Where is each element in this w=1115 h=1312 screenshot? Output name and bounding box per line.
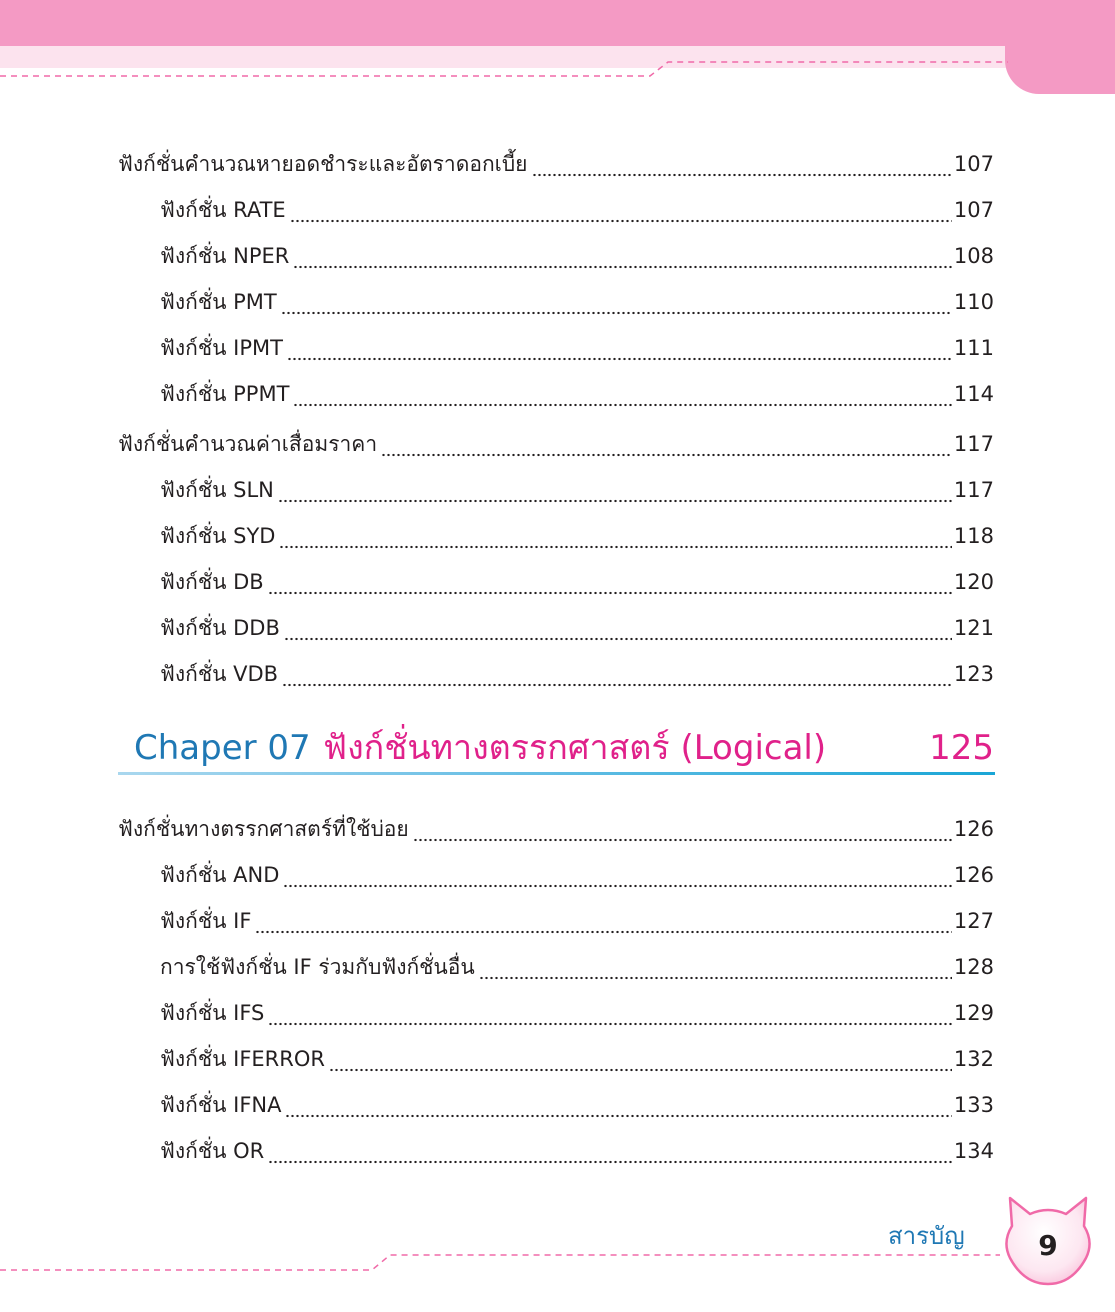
- toc-entry-page: 107: [953, 198, 994, 222]
- toc-dot-leader: [329, 1052, 952, 1072]
- toc-entry[interactable]: [118, 141, 994, 187]
- toc-entry[interactable]: [118, 806, 994, 852]
- toc-entry-page: 128: [953, 955, 994, 979]
- footer-dashed-line: [0, 1255, 1000, 1270]
- toc-entry-page: 134: [953, 1139, 994, 1163]
- toc-dot-leader: [282, 667, 952, 687]
- toc-entry-title: ฟังก์ชั่น NPER: [160, 244, 290, 268]
- toc-entry-page: 117: [953, 432, 994, 456]
- toc-entry-page: 129: [953, 1001, 994, 1025]
- toc-dot-leader: [255, 914, 952, 934]
- toc-entry-title: การใช้ฟังก์ชั่น IF ร่วมกับฟังก์ชั่นอื่น: [160, 955, 475, 979]
- toc-entry-page: 107: [953, 152, 994, 176]
- toc-dot-leader: [293, 249, 952, 269]
- toc-entry-page: 120: [953, 570, 994, 594]
- toc-entry-title: ฟังก์ชั่น DB: [160, 570, 264, 594]
- toc-dot-leader: [268, 1144, 952, 1164]
- toc-dot-leader: [479, 960, 952, 980]
- toc-entry-title: ฟังก์ชั่น SYD: [160, 524, 276, 548]
- chapter-title: ฟังก์ชั่นทางตรรกศาสตร์ (Logical): [323, 728, 827, 768]
- toc-entry[interactable]: [118, 944, 994, 990]
- toc-dot-leader: [268, 575, 952, 595]
- toc-list-lower: [118, 806, 994, 1174]
- chapter-underline: [118, 772, 995, 775]
- toc-entry[interactable]: [118, 279, 994, 325]
- toc-entry[interactable]: [118, 513, 994, 559]
- toc-entry-page: 110: [953, 290, 994, 314]
- chapter-heading: [118, 722, 994, 774]
- page-number: 9: [1038, 1229, 1058, 1262]
- toc-dot-leader: [293, 387, 952, 407]
- toc-entry[interactable]: [118, 990, 994, 1036]
- toc-entry[interactable]: [118, 325, 994, 371]
- toc-entry[interactable]: [118, 605, 994, 651]
- toc-entry-title: ฟังก์ชั่น IFS: [160, 1001, 265, 1025]
- toc-entry[interactable]: [118, 852, 994, 898]
- toc-dot-leader: [279, 529, 951, 549]
- toc-entry[interactable]: [118, 187, 994, 233]
- toc-list-upper: [118, 141, 994, 697]
- toc-entry-title: ฟังก์ชั่น IPMT: [160, 336, 283, 360]
- toc-entry-title: ฟังก์ชั่น DDB: [160, 616, 280, 640]
- toc-entry-page: 133: [953, 1093, 994, 1117]
- toc-entry-page: 126: [953, 817, 994, 841]
- toc-entry-title: ฟังก์ชั่น IFNA: [160, 1093, 282, 1117]
- toc-entry-page: 117: [953, 478, 994, 502]
- toc-entry[interactable]: [118, 233, 994, 279]
- chapter-page-number: 125: [929, 728, 994, 768]
- toc-entry-page: 132: [953, 1047, 994, 1071]
- toc-entry-page: 111: [953, 336, 994, 360]
- chapter-label: Chaper 07: [134, 728, 311, 768]
- toc-entry[interactable]: [118, 898, 994, 944]
- toc-entry[interactable]: [118, 1082, 994, 1128]
- toc-entry[interactable]: [118, 559, 994, 605]
- toc-entry[interactable]: [118, 467, 994, 513]
- toc-dot-leader: [268, 1006, 952, 1026]
- toc-entry-title: ฟังก์ชั่น IFERROR: [160, 1047, 325, 1071]
- toc-entry-page: 126: [953, 863, 994, 887]
- toc-entry[interactable]: [118, 371, 994, 417]
- footer-section-label: สารบัญ: [888, 1222, 965, 1250]
- header-dashed-line: [0, 62, 1008, 76]
- toc-entry-page: 108: [953, 244, 994, 268]
- toc-dot-leader: [381, 437, 952, 457]
- toc-entry-title: ฟังก์ชั่น AND: [160, 863, 280, 887]
- toc-entry-title: ฟังก์ชั่น VDB: [160, 662, 279, 686]
- toc-entry-title: ฟังก์ชั่น RATE: [160, 198, 286, 222]
- toc-entry-page: 118: [953, 524, 994, 548]
- toc-dot-leader: [532, 157, 952, 177]
- toc-entry-title: ฟังก์ชั่นคำนวณค่าเสื่อมราคา: [118, 432, 378, 456]
- toc-entry-title: ฟังก์ชั่น IF: [160, 909, 252, 933]
- toc-entry[interactable]: [118, 651, 994, 697]
- toc-entry-page: 121: [953, 616, 994, 640]
- toc-dot-leader: [290, 203, 952, 223]
- toc-entry-title: ฟังก์ชั่น SLN: [160, 478, 274, 502]
- toc-entry[interactable]: [118, 421, 994, 467]
- toc-entry-title: ฟังก์ชั่นทางตรรกศาสตร์ที่ใช้บ่อย: [118, 817, 409, 841]
- toc-entry-page: 127: [953, 909, 994, 933]
- toc-entry-title: ฟังก์ชั่น PMT: [160, 290, 277, 314]
- toc-entry-title: ฟังก์ชั่น PPMT: [160, 382, 290, 406]
- toc-dot-leader: [278, 483, 952, 503]
- toc-dot-leader: [287, 341, 952, 361]
- toc-dot-leader: [283, 868, 952, 888]
- toc-entry-page: 123: [953, 662, 994, 686]
- toc-entry-page: 114: [953, 382, 994, 406]
- toc-entry-title: ฟังก์ชั่น OR: [160, 1139, 265, 1163]
- toc-entry[interactable]: [118, 1036, 994, 1082]
- toc-entry-title: ฟังก์ชั่นคำนวณหายอดชำระและอัตราดอกเบี้ย: [118, 152, 528, 176]
- toc-dot-leader: [413, 822, 952, 842]
- toc-entry[interactable]: [118, 1128, 994, 1174]
- toc-dot-leader: [281, 295, 952, 315]
- toc-dot-leader: [284, 621, 952, 641]
- toc-dot-leader: [285, 1098, 951, 1118]
